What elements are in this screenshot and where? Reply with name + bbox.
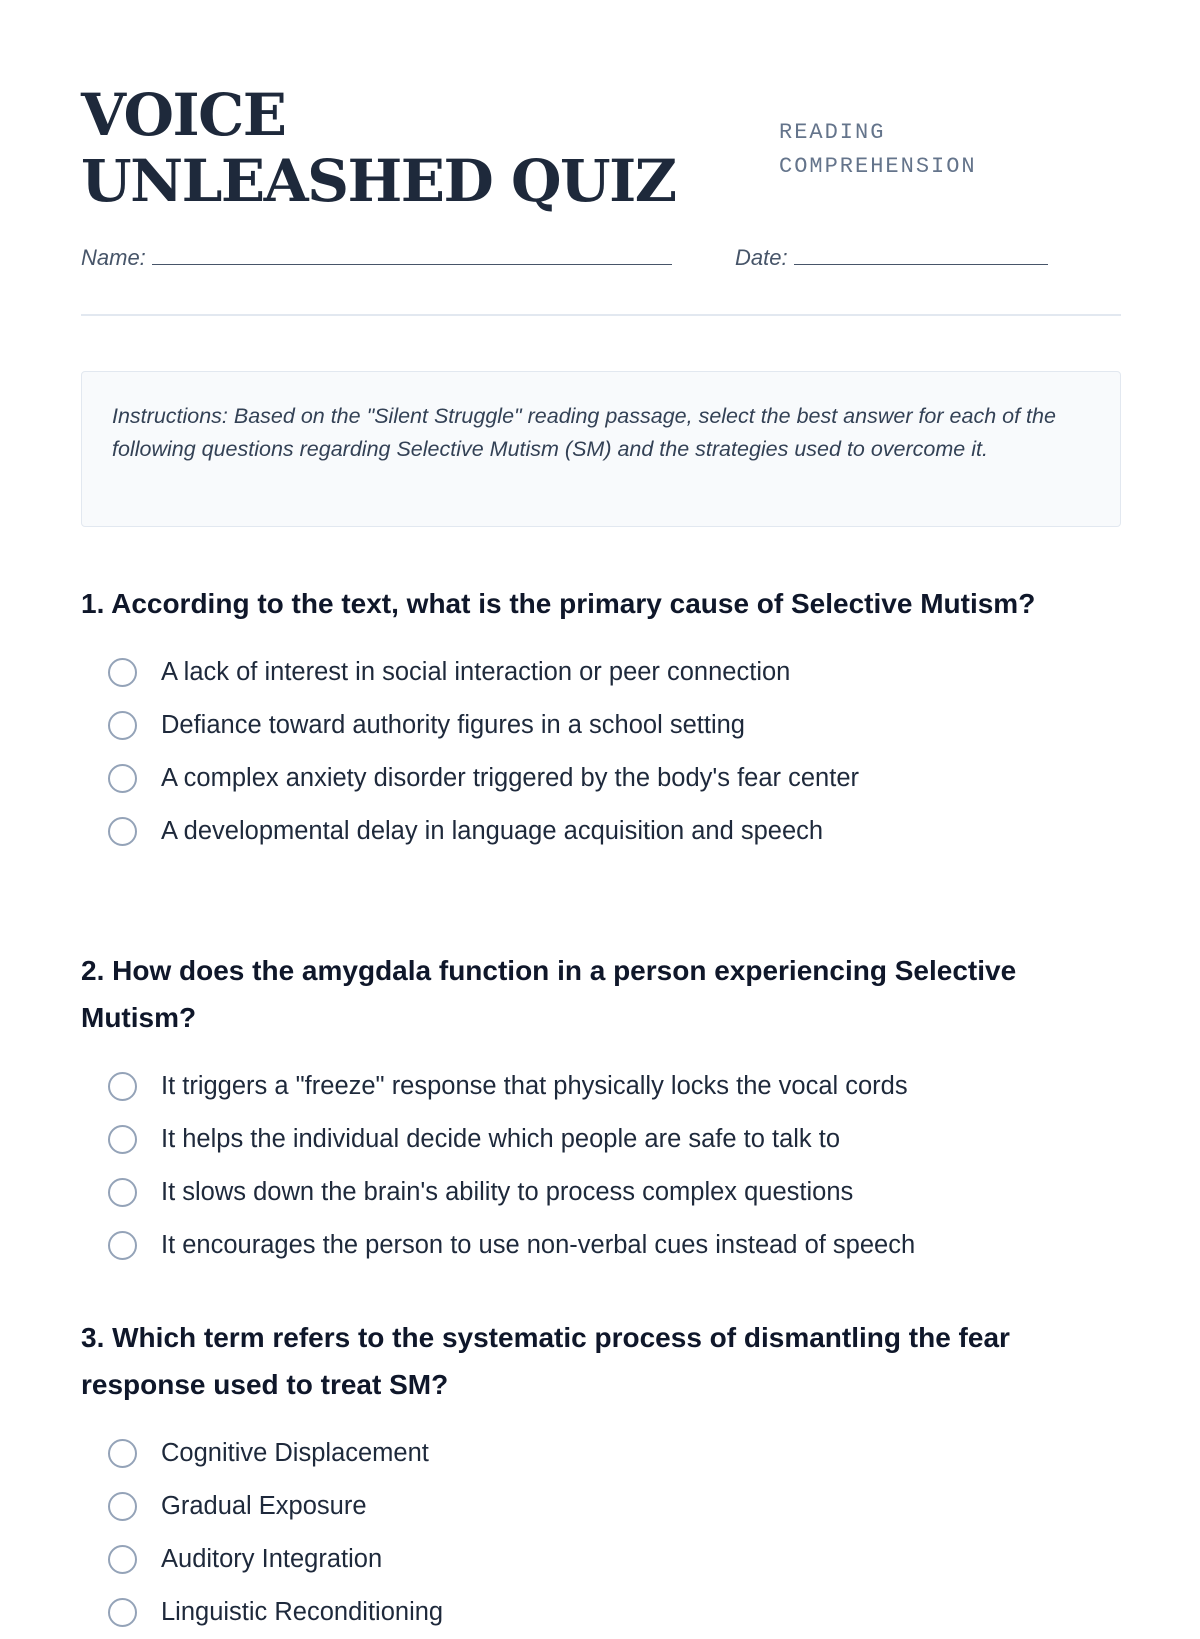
- page-title: VOICE UNLEASHED QUIZ: [81, 81, 676, 215]
- answer-option[interactable]: [81, 1060, 1121, 1113]
- radio-button[interactable]: [108, 711, 137, 740]
- header-divider: [81, 314, 1121, 316]
- question-text: 3. Which term refers to the systematic process of dismantling the fear response used to treat SM?: [81, 1322, 1010, 1400]
- answer-label[interactable]: Cognitive Displacement: [161, 1439, 429, 1467]
- radio-button[interactable]: [108, 1492, 137, 1521]
- radio-button[interactable]: [108, 1231, 137, 1260]
- answer-label[interactable]: A developmental delay in language acquisition and speech: [161, 817, 824, 845]
- quiz-header: [81, 0, 1121, 320]
- answer-option[interactable]: [81, 1113, 1121, 1166]
- radio-button[interactable]: [108, 658, 137, 687]
- name-label: Name:: [81, 245, 146, 270]
- answer-option[interactable]: [81, 646, 1121, 699]
- question-text: 2. How does the amygdala function in a person experiencing Selective Mutism?: [81, 955, 1017, 1033]
- answer-label[interactable]: A lack of interest in social interaction or peer connection: [161, 658, 791, 686]
- name-blank-line[interactable]: [152, 240, 672, 265]
- radio-button[interactable]: [108, 1125, 137, 1154]
- answer-label[interactable]: A complex anxiety disorder triggered by the body's fear center: [161, 764, 859, 792]
- answer-option[interactable]: [81, 1586, 1121, 1639]
- answer-option[interactable]: [81, 752, 1121, 805]
- answer-options: [81, 1427, 1121, 1639]
- quiz-page: [81, 0, 1121, 1626]
- radio-button[interactable]: [108, 1598, 137, 1627]
- answer-option[interactable]: [81, 1427, 1121, 1480]
- answer-option[interactable]: [81, 805, 1121, 858]
- date-blank-line[interactable]: [794, 240, 1048, 265]
- question-1: [81, 580, 1121, 858]
- answer-label[interactable]: Linguistic Reconditioning: [161, 1598, 444, 1626]
- answer-label[interactable]: Gradual Exposure: [161, 1492, 367, 1520]
- answer-option[interactable]: [81, 1480, 1121, 1533]
- question-text: 1. According to the text, what is the primary cause of Selective Mutism?: [81, 588, 1036, 619]
- name-field[interactable]: [81, 240, 672, 271]
- answer-options: [81, 646, 1121, 858]
- instructions-box: Instructions: Based on the "Silent Struggle" reading passage, select the best answer for each of the following questions regarding Selective Mutism (SM) and the strategies used to overcome it.: [81, 371, 1121, 527]
- answer-option[interactable]: [81, 1166, 1121, 1219]
- question-2: [81, 947, 1121, 1272]
- answer-options: [81, 1060, 1121, 1272]
- answer-label[interactable]: Auditory Integration: [161, 1545, 383, 1573]
- radio-button[interactable]: [108, 1178, 137, 1207]
- answer-option[interactable]: [81, 1219, 1121, 1272]
- date-label: Date:: [735, 245, 788, 270]
- page-subtitle: READING COMPREHENSION: [779, 120, 977, 179]
- radio-button[interactable]: [108, 1545, 137, 1574]
- answer-label[interactable]: Defiance toward authority figures in a school setting: [161, 711, 745, 739]
- answer-label[interactable]: It triggers a "freeze" response that physically locks the vocal cords: [161, 1072, 908, 1100]
- answer-label[interactable]: It encourages the person to use non-verbal cues instead of speech: [161, 1231, 916, 1259]
- question-3: [81, 1314, 1121, 1639]
- answer-label[interactable]: It slows down the brain's ability to process complex questions: [161, 1178, 854, 1206]
- radio-button[interactable]: [108, 817, 137, 846]
- answer-label[interactable]: It helps the individual decide which people are safe to talk to: [161, 1125, 841, 1153]
- radio-button[interactable]: [108, 1439, 137, 1468]
- date-field[interactable]: [735, 240, 1048, 271]
- answer-option[interactable]: [81, 1533, 1121, 1586]
- answer-option[interactable]: [81, 699, 1121, 752]
- radio-button[interactable]: [108, 1072, 137, 1101]
- radio-button[interactable]: [108, 764, 137, 793]
